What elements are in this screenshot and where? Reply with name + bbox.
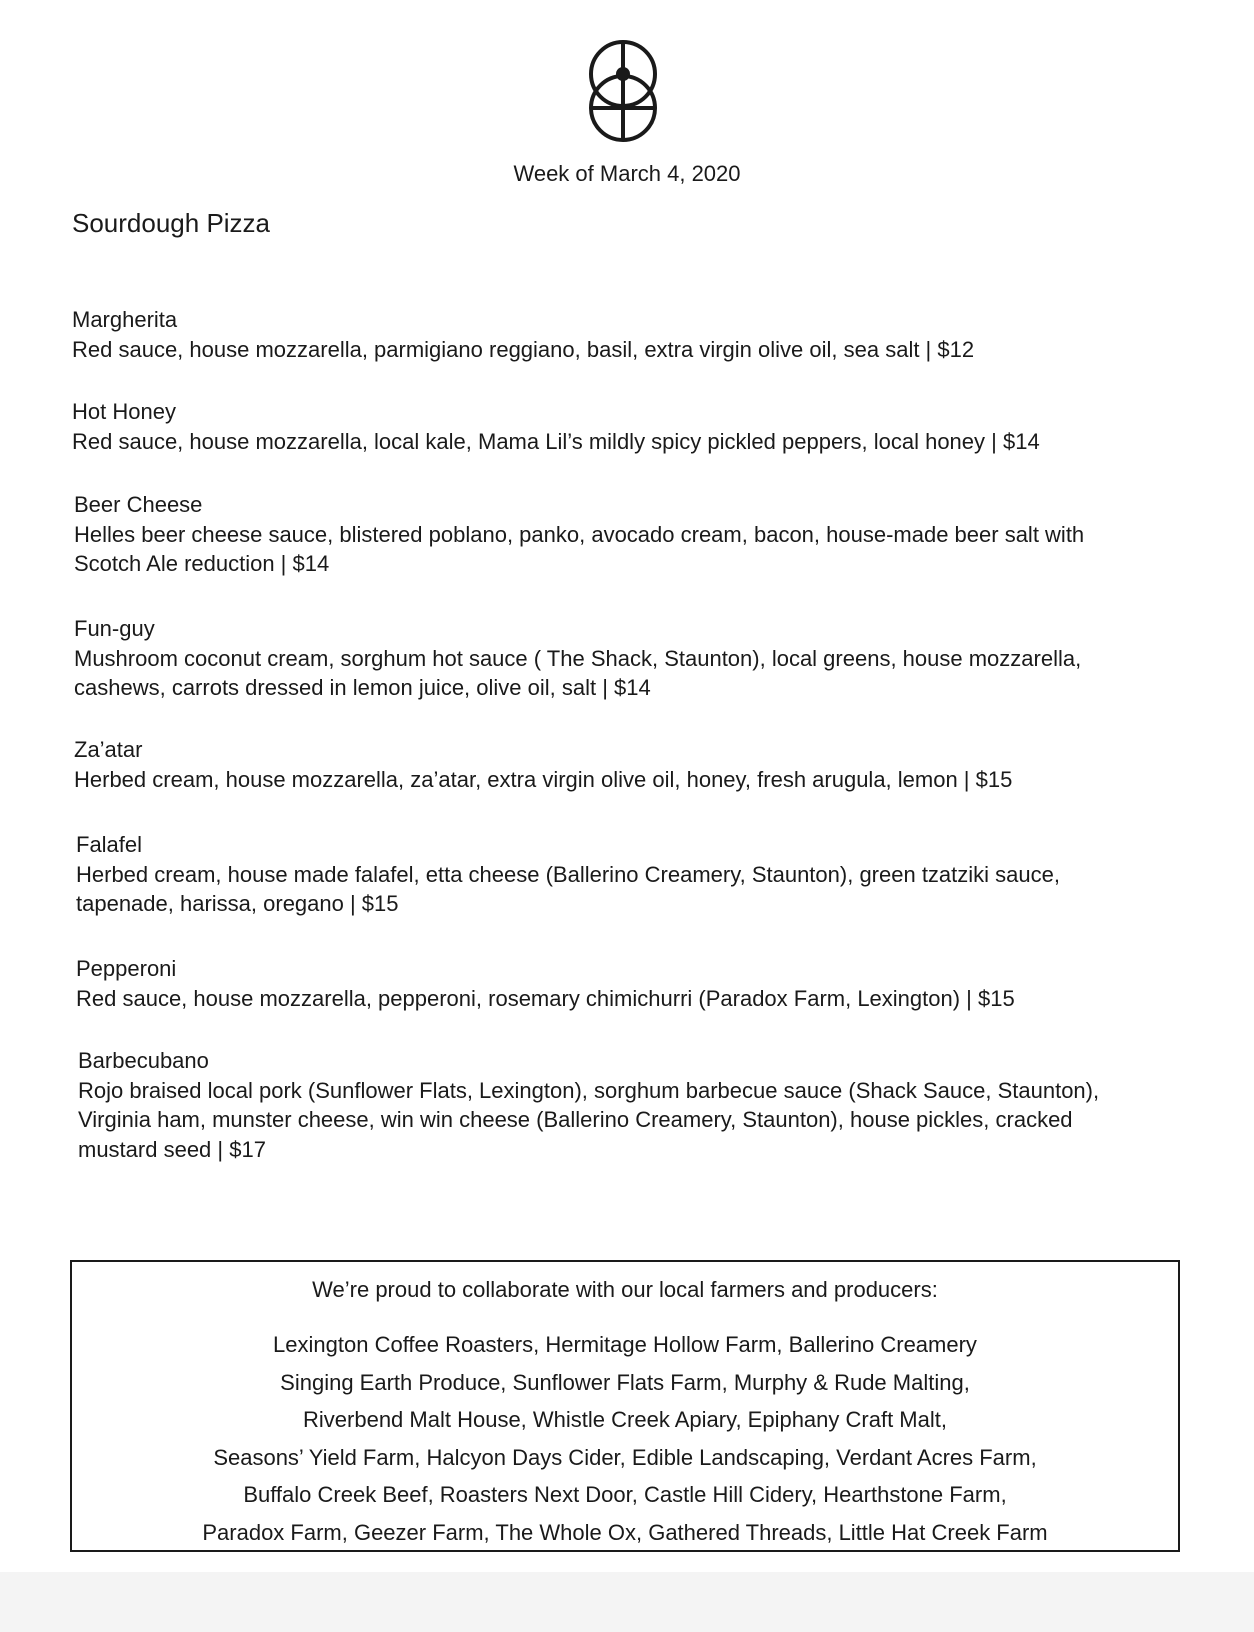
- menu-item-falafel: [76, 830, 1176, 919]
- producers-line: Seasons’ Yield Farm, Halcyon Days Cider, Edible Landscaping, Verdant Acres Farm,: [213, 1444, 1037, 1470]
- producers-line: Singing Earth Produce, Sunflower Flats Farm, Murphy & Rude Malting,: [280, 1369, 970, 1395]
- producers-line: Buffalo Creek Beef, Roasters Next Door, Castle Hill Cidery, Hearthstone Farm,: [243, 1482, 1007, 1507]
- menu-item-description: Red sauce, house mozzarella, local kale, Mama Lil’s mildly spicy pickled peppers, local honey | $14: [72, 428, 1040, 454]
- menu-item-name: Za’atar: [74, 737, 143, 762]
- menu-item-description: Helles beer cheese sauce, blistered poblano, panko, avocado cream, bacon, house-made beer salt with Scotch Ale reduction | $14: [74, 521, 1085, 576]
- producers-line: Paradox Farm, Geezer Farm, The Whole Ox, Gathered Threads, Little Hat Creek Farm: [202, 1519, 1048, 1545]
- menu-item-description: Mushroom coconut cream, sorghum hot sauce ( The Shack, Staunton), local greens, house mozzarella, cashews, carrots dressed in lemon juice, olive oil, salt | $14: [74, 645, 1082, 700]
- menu-item-name: Barbecubano: [78, 1048, 209, 1073]
- menu-item-zaatar: [74, 735, 1174, 794]
- menu-item-name: Falafel: [76, 832, 143, 857]
- menu-item-name: Hot Honey: [72, 399, 176, 424]
- menu-item-name: Fun-guy: [74, 616, 155, 641]
- section-title: Sourdough Pizza: [72, 208, 271, 238]
- menu-item-description: Red sauce, house mozzarella, pepperoni, rosemary chimichurri (Paradox Farm, Lexington) | $15: [76, 985, 1015, 1011]
- menu-item-description: Herbed cream, house mozzarella, za’atar, extra virgin olive oil, honey, fresh arugula, lemon | $15: [74, 766, 1013, 792]
- menu-item-description: Herbed cream, house made falafel, etta cheese (Ballerino Creamery, Staunton), green tzatziki sauce, tapenade, harissa, oregano | $15: [76, 861, 1060, 916]
- menu-item-fun-guy: [74, 614, 1174, 703]
- circle-cross-logo-icon: [587, 40, 659, 144]
- producers-line: Riverbend Malt House, Whistle Creek Apiary, Epiphany Craft Malt,: [303, 1407, 947, 1432]
- producers-list: [72, 1326, 1178, 1551]
- menu-item-barbecubano: [78, 1046, 1178, 1164]
- page-bottom-shade: [0, 1572, 1254, 1632]
- menu-item-pepperoni: [76, 954, 1176, 1013]
- menu-item-name: Pepperoni: [76, 956, 177, 981]
- week-date: Week of March 4, 2020: [513, 161, 741, 186]
- menu-item-name: Margherita: [72, 307, 178, 332]
- menu-item-beer-cheese: [74, 490, 1174, 579]
- producers-heading: We’re proud to collaborate with our local farmers and producers:: [312, 1277, 938, 1302]
- producers-box: [70, 1260, 1180, 1552]
- menu-item-margherita: [72, 305, 1172, 364]
- producers-line: Lexington Coffee Roasters, Hermitage Hollow Farm, Ballerino Creamery: [273, 1332, 977, 1357]
- menu-item-name: Beer Cheese: [74, 492, 203, 517]
- menu-item-description: Red sauce, house mozzarella, parmigiano reggiano, basil, extra virgin olive oil, sea salt | $12: [72, 336, 975, 362]
- menu-item-description: Rojo braised local pork (Sunflower Flats, Lexington), sorghum barbecue sauce (Shack Sauce, Staunton), Virginia ham, munster cheese, win win cheese (Ballerino Creamery, Staunton), house pickles, cracked mustard seed | $17: [78, 1077, 1100, 1162]
- menu-item-hot-honey: [72, 397, 1172, 456]
